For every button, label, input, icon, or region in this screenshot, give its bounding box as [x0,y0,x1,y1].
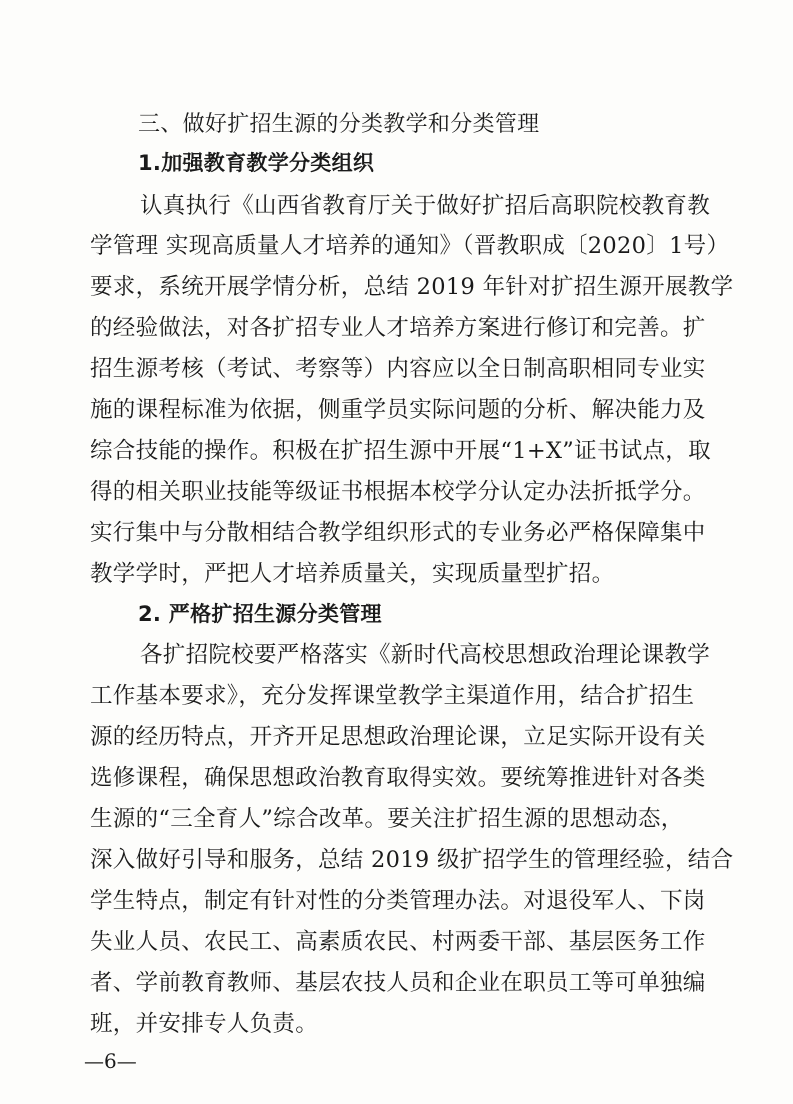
paragraph-line: 学生特点，制定有针对性的分类管理办法。对退役军人、下岗 [90,888,706,914]
paragraph-line: 施的课程标准为依据，侧重学员实际问题的分析、解决能力及 [90,397,706,423]
paragraph-line: 生源的“三全育人”综合改革。要关注扩招生源的思想动态， [90,806,684,832]
paragraph-line: 各扩招院校要严格落实《新时代高校思想政治理论课教学 [140,642,711,668]
paragraph-line: 选修课程，确保思想政治教育取得实效。要统筹推进针对各类 [90,765,706,791]
section-heading: 三、做好扩招生源的分类教学和分类管理 [138,112,540,137]
paragraph-line: 实行集中与分散相结合教学组织形式的专业务必严格保障集中 [90,520,706,546]
paragraph-line: 深入做好引导和服务，总结 2019 级扩招学生的管理经验，结合 [90,847,734,873]
paragraph-line: 的经验做法，对各扩招专业人才培养方案进行修订和完善。扩 [90,315,706,341]
subsection-title-1: 1.加强教育教学分类组织 [138,151,375,175]
paragraph-line: 工作基本要求》，充分发挥课堂教学主渠道作用，结合扩招生 [90,683,695,709]
paragraph-line: 源的经历特点，开齐开足思想政治理论课，立足实际开设有关 [90,724,706,750]
page-number: —6— [84,1049,137,1073]
paragraph-line: 学管理 实现高质量人才培养的通知》（晋教职成〔2020〕1号） [90,233,730,259]
paragraph-line: 班，并安排专人负责。 [90,1011,319,1037]
paragraph-line: 认真执行《山西省教育厅关于做好扩招后高职院校教育教 [140,193,711,219]
paragraph-line: 招生源考核（考试、考察等）内容应以全日制高职相同专业实 [90,356,706,382]
paragraph-line: 者、学前教育教师、基层农技人员和企业在职员工等可单独编 [90,970,706,996]
subsection-title-2: 2. 严格扩招生源分类管理 [138,602,382,626]
paragraph-line: 教学学时，严把人才培养质量关，实现质量型扩招。 [90,561,615,587]
paragraph-line: 要求，系统开展学情分析，总结 2019 年针对扩招生源开展教学 [90,274,734,300]
paragraph-line: 失业人员、农民工、高素质农民、村两委干部、基层医务工作 [90,929,706,955]
paragraph-line: 综合技能的操作。积极在扩招生源中开展“1+X”证书试点，取 [90,438,711,464]
paragraph-line: 得的相关职业技能等级证书根据本校学分认定办法折抵学分。 [90,479,706,505]
